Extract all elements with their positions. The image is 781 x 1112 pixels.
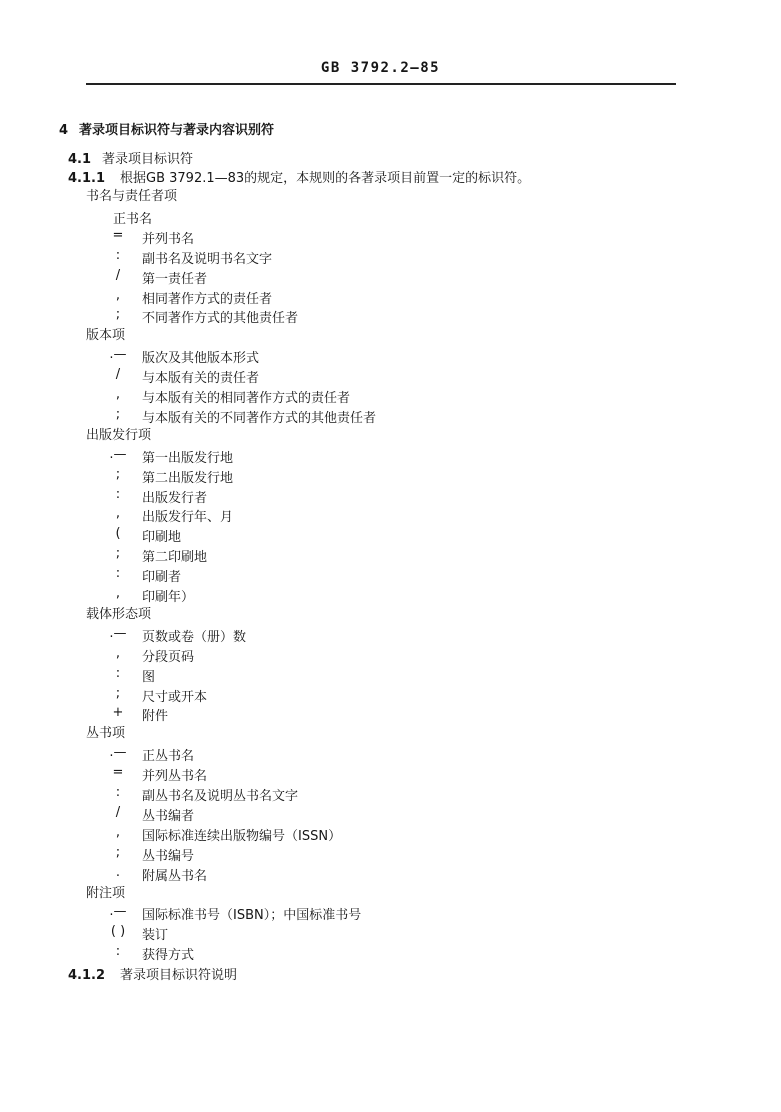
clause-4-1-2 <box>68 967 237 985</box>
identifier-item: 并列丛书名 <box>142 769 208 785</box>
identifier-item: 获得方式 <box>142 948 195 964</box>
identifier-symbol: + <box>112 705 124 721</box>
identifier-item: 丛书编号 <box>142 848 195 864</box>
group-title: 书名与责任者项 <box>86 189 178 204</box>
section-heading <box>59 119 274 138</box>
identifier-item: 尺寸或开本 <box>142 689 208 705</box>
section-number: 4 <box>59 123 69 138</box>
identifier-symbol: , <box>115 506 121 522</box>
identifier-symbol: , <box>115 387 121 402</box>
identifier-item: 出版发行者 <box>142 490 208 506</box>
identifier-item: 并列书名 <box>142 231 195 247</box>
subsection-heading <box>68 151 193 169</box>
header-rule <box>86 83 676 85</box>
identifier-symbol: ( <box>115 526 121 542</box>
identifier-item: 出版发行年、月 <box>142 510 234 526</box>
identifier-item: 图 <box>142 669 156 685</box>
identifier-symbol: ( ) <box>110 924 126 940</box>
identifier-symbol: = <box>112 765 124 781</box>
identifier-item: 第一责任者 <box>142 271 208 287</box>
clause-text: 根据GB 3792.1—83的规定，本规则的各著录项目前置一定的标识符。 <box>120 171 531 186</box>
identifier-item: 相同著作方式的责任者 <box>142 291 273 307</box>
identifier-item: 附件 <box>142 709 169 725</box>
identifier-item: 与本版有关的责任者 <box>142 371 260 387</box>
identifier-symbol: .— <box>109 625 127 641</box>
identifier-item: 副书名及说明书名文字 <box>142 251 273 267</box>
identifier-item: 第二出版发行地 <box>142 470 234 486</box>
identifier-symbol: , <box>115 645 121 661</box>
identifier-symbol: ; <box>115 406 121 422</box>
identifier-item: 副丛书名及说明丛书名文字 <box>142 789 299 804</box>
identifier-symbol: ; <box>115 546 121 562</box>
identifier-item: 印刷年） <box>142 590 195 605</box>
group-title: 附注项 <box>86 885 126 901</box>
identifier-symbol: , <box>115 824 121 840</box>
identifier-symbol: .— <box>109 347 127 363</box>
identifier-item: 正书名 <box>113 211 153 227</box>
identifier-item: 国际标准书号（ISBN）；中国标准书号 <box>142 908 362 924</box>
identifier-symbol: : <box>115 785 121 800</box>
group-title: 出版发行项 <box>86 427 152 443</box>
identifier-symbol: ; <box>115 844 121 860</box>
identifier-item: 页数或卷（册）数 <box>142 629 247 645</box>
identifier-item: 第一出版发行地 <box>142 450 234 466</box>
identifier-symbol: : <box>115 566 121 582</box>
identifier-symbol: , <box>115 287 121 303</box>
identifier-item: 印刷地 <box>142 530 182 546</box>
group-title: 版本项 <box>86 328 126 344</box>
identifier-item: 与本版有关的相同著作方式的责任者 <box>142 391 351 406</box>
identifier-item: 版次及其他版本形式 <box>142 351 260 367</box>
identifier-item: 与本版有关的不同著作方式的其他责任者 <box>142 410 377 426</box>
clause-4-1-1 <box>68 170 530 188</box>
identifier-item: 国际标准连续出版物编号（ISSN） <box>142 828 342 844</box>
identifier-symbol: ; <box>115 466 121 482</box>
group-title: 载体形态项 <box>86 606 152 622</box>
identifier-item: 印刷者 <box>142 570 182 586</box>
subsection-title: 著录项目标识符 <box>102 152 194 167</box>
identifier-symbol: / <box>115 367 121 383</box>
identifier-item: 第二印刷地 <box>142 550 208 566</box>
identifier-item: 不同著作方式的其他责任者 <box>142 311 299 327</box>
identifier-symbol: / <box>115 267 121 283</box>
identifier-symbol: : <box>115 247 121 263</box>
standard-code-header: GB 3792.2—85 <box>320 60 441 76</box>
identifier-item: 丛书编者 <box>142 808 195 824</box>
identifier-item: 分段页码 <box>142 649 195 665</box>
group-title: 丛书项 <box>86 726 126 742</box>
identifier-symbol: : <box>115 944 121 960</box>
identifier-symbol: ; <box>115 307 121 323</box>
section-title: 著录项目标识符与著录内容识别符 <box>79 123 275 138</box>
identifier-item: 正丛书名 <box>142 749 195 765</box>
identifier-symbol: : <box>115 665 121 681</box>
clause-text: 著录项目标识符说明 <box>120 968 238 983</box>
identifier-symbol: / <box>115 804 121 820</box>
subsection-number: 4.1 <box>68 152 92 167</box>
identifier-item: 附属丛书名 <box>142 868 208 884</box>
identifier-symbol: .— <box>109 446 127 462</box>
identifier-symbol: ; <box>115 685 121 701</box>
identifier-symbol: .— <box>109 904 127 920</box>
clause-number: 4.1.1 <box>68 171 106 186</box>
identifier-symbol: , <box>115 586 121 601</box>
identifier-symbol: = <box>112 227 124 243</box>
identifier-symbol: . <box>115 864 121 880</box>
identifier-symbol: .— <box>109 745 127 761</box>
identifier-symbol: : <box>115 486 121 502</box>
clause-number: 4.1.2 <box>68 968 106 983</box>
identifier-item: 装订 <box>142 928 169 944</box>
